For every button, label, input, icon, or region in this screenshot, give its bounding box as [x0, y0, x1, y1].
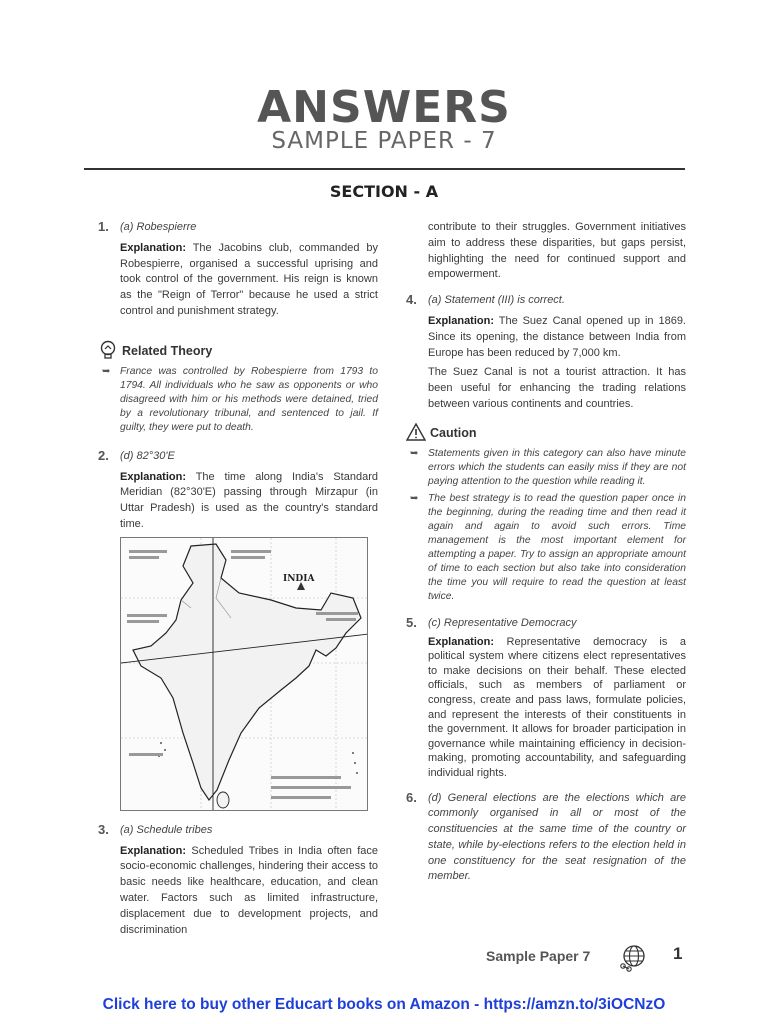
bullet-arrow-icon: ➥ — [102, 365, 111, 377]
question-answer: (a) Schedule tribes — [120, 823, 213, 836]
theory-text: France was controlled by Robespierre from 1793 to 1794. All individuals who he saw as opponents or who disagreed with him or his methods were detained, tried by a revolutionary tribunal, and sentenced to jail. If guilty, they were put to death. — [120, 365, 378, 433]
header-divider — [84, 168, 685, 170]
related-theory-heading — [98, 340, 378, 363]
explanation-label: Explanation: — [428, 314, 495, 327]
explanation-text: The Suez Canal opened up in 1869. Since its opening, the distance between India from Europe has been reduced by 7,000 km. — [428, 314, 686, 359]
question-3-continued: contribute to their struggles. Government initiatives aim to address these disparities, but gaps persist, highlighting the need for continued support and empowerment. — [428, 221, 686, 281]
explanation — [120, 241, 378, 320]
page-title: ANSWERS — [257, 82, 511, 133]
section-heading: SECTION - A — [329, 182, 439, 201]
question-number: 3. — [98, 821, 109, 837]
explanation — [120, 844, 378, 939]
warning-icon — [406, 423, 426, 444]
caution-text: The best strategy is to read the question paper once in the beginning, during the reading time and then read it again and again to avoid such errors. Time management is the most important element for attempting a paper. Try to assign an appropriate amount of time to each section but also take into consideration the time you will require to read the question at least twice. — [428, 492, 686, 602]
question-number: 1. — [98, 219, 109, 234]
caution-title: Caution — [430, 426, 477, 441]
related-theory-title: Related Theory — [122, 344, 213, 359]
explanation-label: Explanation: — [428, 635, 495, 648]
bullet-arrow-icon: ➥ — [410, 492, 419, 504]
question-4 — [406, 293, 686, 413]
footer-label: Sample Paper 7 — [486, 948, 591, 964]
explanation-label: Explanation: — [120, 844, 187, 857]
explanation-text: The time along India's Standard Meridian (82°30'E) passing through Mirzapur (in Uttar Pradesh) is used as the country's standard time. — [120, 470, 378, 530]
question-answer: (a) Statement (III) is correct. — [428, 294, 565, 307]
right-column — [406, 220, 686, 885]
lightbulb-icon — [98, 340, 118, 363]
india-map — [120, 537, 368, 811]
question-answer: (d) General elections are the elections which are commonly organised in all or most of the constituencies at the same time of the country or state, while by-elections refers to the election held in one constituency for the seat resignation of the member. — [428, 791, 686, 883]
theory-bullet — [98, 365, 378, 435]
left-column — [98, 220, 378, 938]
explanation-text: The Jacobins club, commanded by Robespierre, organised a successful uprising and took control of the government. His reign is known as the "Reign of Terror" because he used a strict control and punishment strategy. — [120, 241, 378, 317]
bullet-arrow-icon: ➥ — [410, 447, 419, 459]
caution-bullet — [406, 492, 686, 604]
explanation — [428, 314, 686, 361]
question-answer: (c) Representative Democracy — [428, 616, 577, 629]
question-2 — [98, 449, 378, 533]
page-subtitle: SAMPLE PAPER - 7 — [271, 128, 497, 154]
question-number: 6. — [406, 789, 417, 805]
caution-box — [406, 423, 686, 604]
question-number: 4. — [406, 292, 417, 308]
map-title: INDIA — [283, 573, 315, 584]
explanation — [120, 470, 378, 533]
explanation-continued: The Suez Canal is not a tourist attraction. It has been useful for enhancing the trading relations between various continents and countries. — [428, 366, 686, 410]
explanation-label: Explanation: — [120, 470, 187, 483]
question-5 — [406, 616, 686, 781]
globe-network-icon — [618, 942, 648, 972]
question-number: 5. — [406, 614, 417, 630]
explanation-text: Representative democracy is a political system where citizens elect representatives to make decisions on their behalf. These elected officials, such as members of parliament or congress, create and pass laws, formulate policies, and represent the interests of their constituents in the government. It allows for broader participation in governance while maintaining efficiency in decision-making, promoting accountability, and safeguarding individual rights. — [428, 635, 686, 779]
caution-text: Statements given in this category can also have minute errors which the students can easily miss if they are not paying attention to the question while reading it. — [428, 447, 686, 487]
caution-heading — [406, 423, 686, 444]
page-number: 1 — [673, 944, 683, 963]
question-number: 2. — [98, 447, 109, 463]
question-answer: (a) Robespierre — [120, 221, 197, 233]
caution-bullet — [406, 447, 686, 489]
related-theory-box — [98, 340, 378, 435]
explanation-label: Explanation: — [120, 241, 187, 254]
explanation — [428, 635, 686, 781]
explanation-text: Scheduled Tribes in India often face socio-economic challenges, hindering their access to basic needs like healthcare, education, and clean water. Factors such as limited infrastructure, displacement due to development projects, and discrimination — [120, 844, 378, 936]
question-1 — [98, 220, 378, 320]
question-6 — [406, 791, 686, 886]
amazon-link[interactable]: Click here to buy other Educart books on Amazon - https://amzn.to/3iOCNzO — [102, 996, 666, 1013]
question-answer: (d) 82°30'E — [120, 449, 175, 462]
question-3 — [98, 823, 378, 939]
